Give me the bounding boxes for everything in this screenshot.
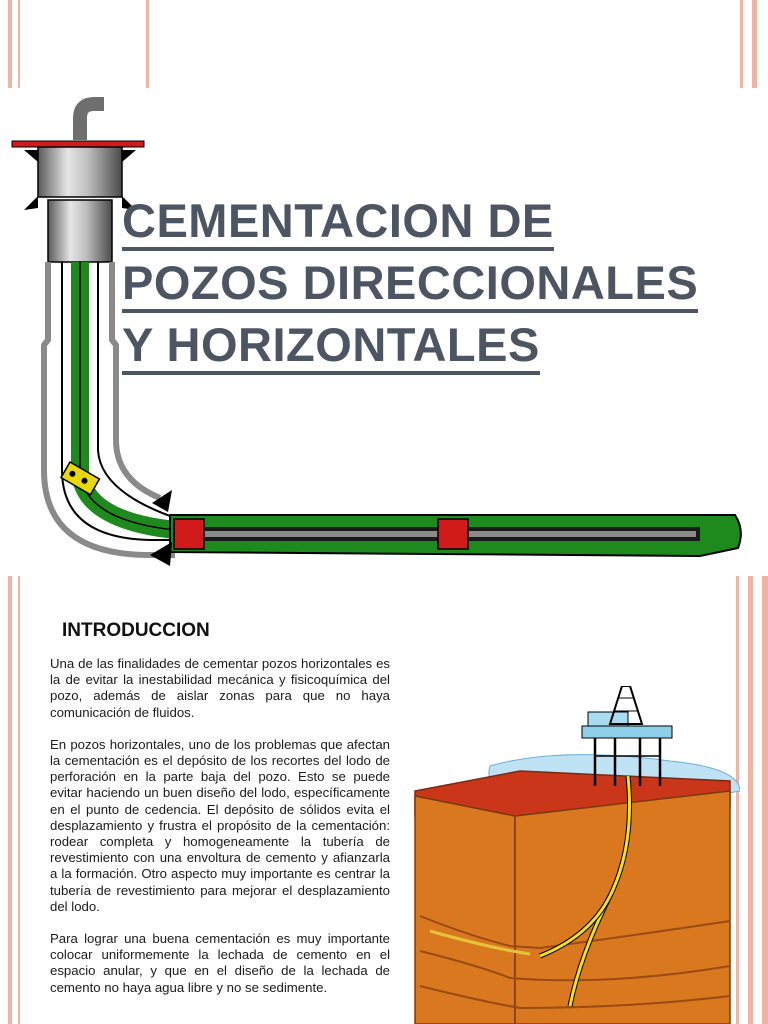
decorative-stripe — [762, 576, 768, 1024]
title-line: Y HORIZONTALES — [122, 314, 762, 376]
title-line: POZOS DIRECCIONALES — [122, 252, 762, 314]
offshore-rig-illustration — [410, 686, 740, 1024]
slide-introduction — [0, 576, 768, 1024]
slide-title-text — [122, 190, 762, 376]
intro-body — [50, 656, 390, 1012]
paragraph: Para lograr una buena cementación es muy importante colocar uniformemente la lechada de cemento en el espacio anular, y que en el diseño de la lechada de cemento no haya agua libre y no se sedimente. — [50, 931, 390, 995]
decorative-stripe — [748, 576, 753, 1024]
decorative-stripe — [8, 576, 12, 1024]
paragraph: Una de las finalidades de cementar pozos horizontales es la de evitar la inestabilidad mecánica y fisicoquímica del pozo, además de aislar zonas para que no haya comunicación de fluidos. — [50, 656, 390, 720]
title-line: CEMENTACION DE — [122, 190, 762, 252]
paragraph: En pozos horizontales, uno de los problemas que afectan la cementación es el depósito de los recortes del lodo de perforación en la parte baja del pozo. Esto se puede evitar haciendo un buen diseño del lodo, específicamente en el punto de cedencia. El depósito de sólidos evita el desplazamiento y frustra el propósito de la cementación: rodear completa y homogeneamente la tubería de revestimiento con una envoltura de cemento y afianzarla a la formación. Otro aspecto muy importante es centrar la tubería de revestimiento para mejorar el desplazamiento del lodo. — [50, 736, 390, 914]
decorative-stripe — [18, 576, 20, 1024]
section-heading: INTRODUCCION — [62, 620, 210, 641]
